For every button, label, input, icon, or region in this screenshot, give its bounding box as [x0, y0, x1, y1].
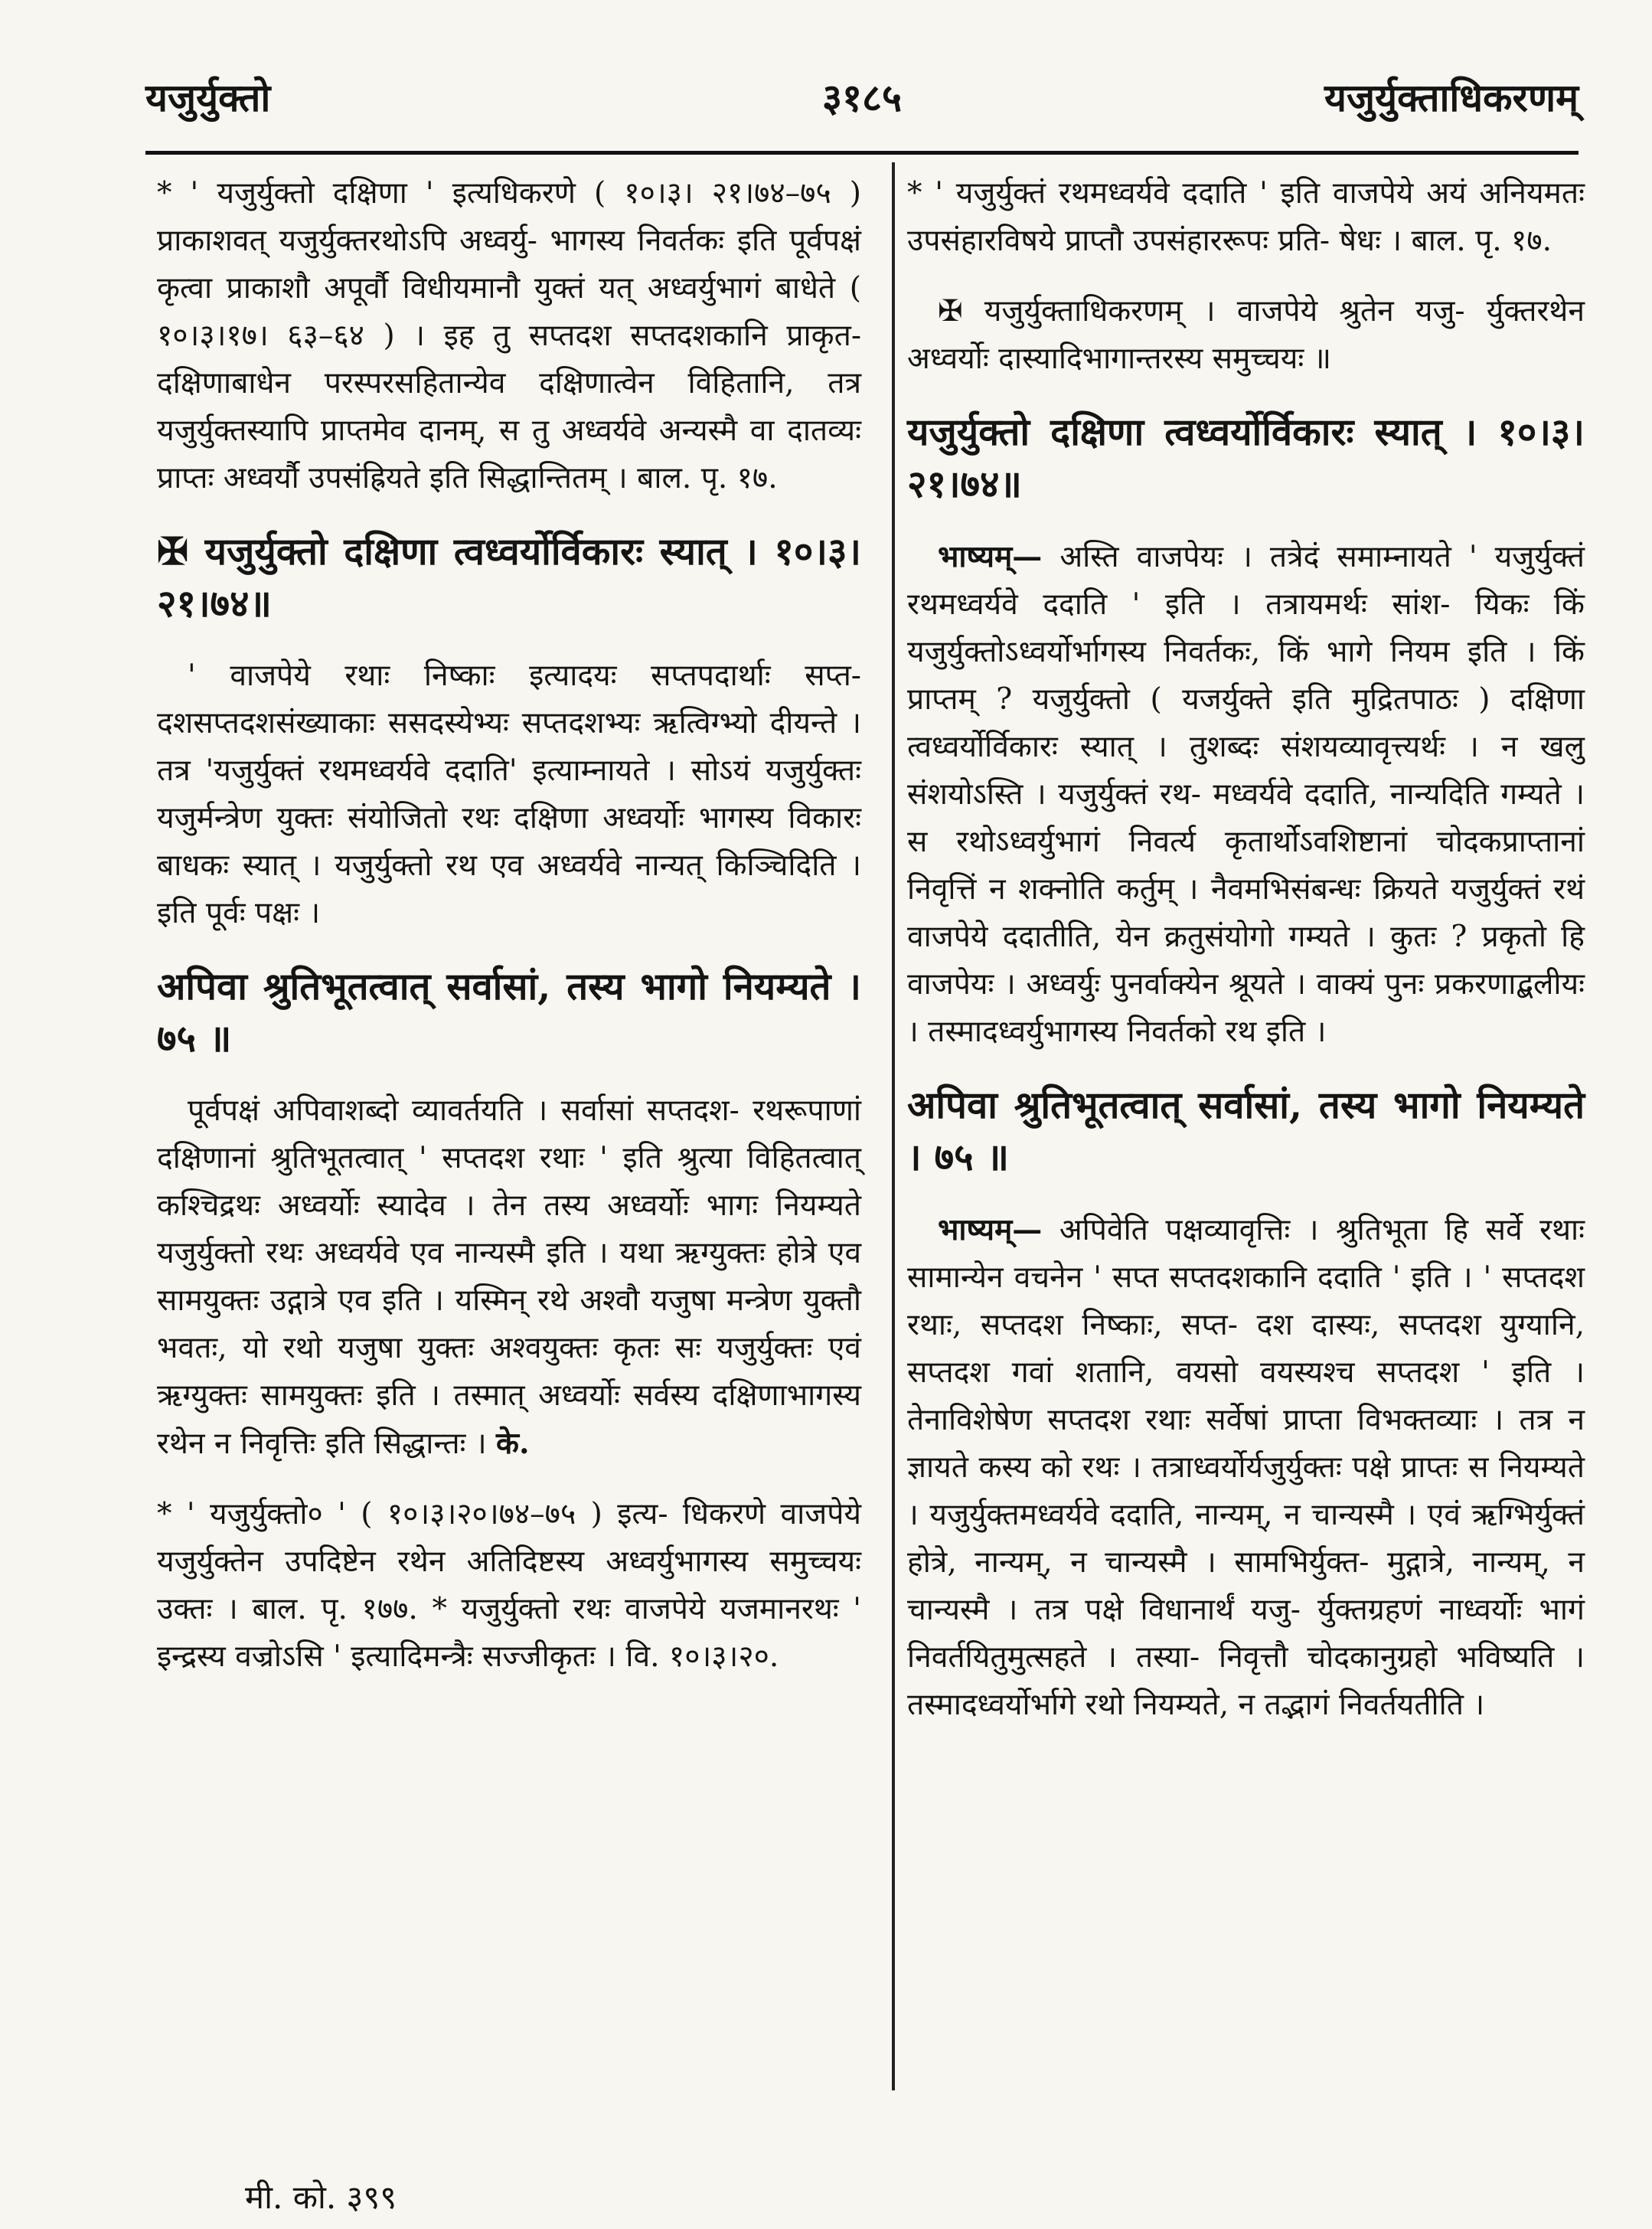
- sutra-75: अपिवा श्रुतिभूतत्वात् सर्वासां, तस्य भागो नियम्यते । ७५ ॥: [157, 964, 861, 1061]
- footnote-1: * ' यजुर्युक्तो दक्षिणा ' इत्यधिकरणे ( १०।३। २१।७४–७५ ) प्राकाशवत् यजुर्युक्तरथोऽपि अध्वर्यु- भागस्य निवर्तकः इति पूर्वपक्षं कृत्वा प्राकाशौ अपूर्वौ विधीयमानौ युक्तं यत् अध्वर्युभागं बाधेते ( १०।३।१७। ६३–६४ ) । इह तु सप्तदश सप्तदशकानि प्राकृत- दक्षिणाबाधेन परस्परसहितान्येव दक्षिणात्वेन विहितानि, तत्र यजुर्युक्तस्यापि प्राप्तमेव दानम्, स तु अध्वर्यवे अन्यस्मै वा दातव्यः प्राप्तः अध्वर्यौ उपसंह्रियते इति सिद्धान्तितम् । बाल. पृ. १७.: [157, 176, 861, 495]
- signature-footer: मी. को. ३९९: [245, 2178, 397, 2216]
- source-marker: के.: [496, 1426, 530, 1461]
- running-head-right: यजुर्युक्ताधिकरणम्: [1324, 75, 1579, 120]
- footnote-2: * ' यजुर्युक्तो० ' ( १०।३।२०।७४–७५ ) इत्य- धिकरणे वाजपेये यजुर्युक्तेन उपदिष्टेन रथेन अतिदिष्टस्य अध्वर्युभागस्य समुच्चयः उक्तः । बाल. पृ. १७७. * यजुर्युक्तो रथः वाजपेये यजमानरथः ' इन्द्रस्य वज्रोऽसि ' इत्यादिमन्त्रैः सज्जीकृतः । वि. १०।३।२०.: [157, 1497, 861, 1674]
- bhashya-text: अपिवेति पक्षव्यावृत्तिः । श्रुतिभूता हि सर्वे रथाः सामान्येन वचनेन ' सप्त सप्तदशकानि ददाति ' इति । ' सप्तदश रथाः, सप्तदश निष्काः, सप्त- दश दास्यः, सप्तदश युग्यानि, सप्तदश गवां शतानि, वयसो वयस्यश्च सप्तदश ' इति । तेनाविशेषेण सप्तदश रथाः सर्वेषां प्राप्ता विभक्तव्याः । तत्र न ज्ञायते कस्य को रथः । तत्राध्वर्योर्यजुर्युक्तः पक्षे प्राप्तः स नियम्यते । यजुर्युक्तमध्वर्यवे ददाति, नान्यम्, न चान्यस्मै । एवं ऋग्भिर्युक्तं होत्रे, नान्यम्, न चान्यस्मै । सामभिर्युक्त- मुद्गात्रे, नान्यम्, न चान्यस्मै । तत्र पक्षे विधानार्थं यजु- र्युक्तग्रहणं नाध्वर्योः भागं निवर्तयितुमुत्सहते । तस्या- निवृत्तौ चोदकानुग्रहो भविष्यति । तस्मादध्वर्योर्भागे रथो नियम्यते, न तद्भागं निवर्तयतीति ।: [907, 1213, 1585, 1722]
- page-number: ३१८५: [822, 75, 902, 120]
- adhikarana-heading: ✠ यजुर्युक्ताधिकरणम् । वाजपेये श्रुतेन यजु- र्युक्तरथेन अध्वर्योः दास्यादिभागान्तरस्य समुच्चयः ॥: [907, 294, 1585, 376]
- bhashya-text: अस्ति वाजपेयः । तत्रेदं समाम्नायते ' यजुर्युक्तं रथमध्वर्यवे ददाति ' इति । तत्रायमर्थः सांश- यिकः किं यजुर्युक्तोऽध्वर्योर्भागस्य निवर्तकः, किं भागे नियम इति । किं प्राप्तम् ? यजुर्युक्तो ( यजर्युक्ते इति मुद्रितपाठः ) दक्षिणा त्वध्वर्योर्विकारः स्यात् । तुशब्दः संशयव्यावृत्त्यर्थः । न खलु संशयोऽस्ति । यजुर्युक्तं रथ- मध्वर्यवे ददाति, नान्यदिति गम्यते । स रथोऽध्वर्युभागं निवर्त्य कृतार्थोऽवशिष्टानां चोदकप्राप्तानां निवृत्तिं न शक्नोति कर्तुम् । नैवमभिसंबन्धः क्रियते यजुर्युक्तं रथं वाजपेये ददातीति, येन क्रतुसंयोगो गम्यते । कुतः ? प्रकृतो हि वाजपेयः । अध्वर्युः पुनर्वाक्येन श्रूयते । वाक्यं पुनः प्रकरणाद्बलीयः । तस्मादध्वर्युभागस्य निवर्तको रथ इति ।: [907, 540, 1585, 1049]
- bhashya-75: [907, 1206, 1585, 1729]
- siddhanta-text: पूर्वपक्षं अपिवाशब्दो व्यावर्तयति । सर्वासां सप्तदश- रथरूपाणां दक्षिणानां श्रुतिभूतत्वात् ' सप्तदश रथाः ' इति श्रुत्या विहितत्वात् कश्चिद्रथः अध्वर्योः स्यादेव । तेन तस्य अध्वर्योः भागः नियम्यते यजुर्युक्तो रथः अध्वर्यवे एव नान्यस्मै इति । यथा ऋग्युक्तः होत्रे एव सामयुक्तः उद्गात्रे एव इति । यस्मिन् रथे अश्वौ यजुषा मन्त्रेण युक्तौ भवतः, यो रथो यजुषा युक्तः अश्वयुक्तः कृतः सः यजुर्युक्तः एवं ऋग्युक्तः सामयुक्तः इति । तस्मात् अध्वर्योः सर्वस्य दक्षिणाभागस्य रथेन न निवृत्तिः इति सिद्धान्तः ।: [157, 1093, 861, 1461]
- bhashya-74: [907, 533, 1585, 1056]
- left-column: [157, 170, 861, 1704]
- sutra-74: ✠ यजुर्युक्तो दक्षिणा त्वध्वर्योर्विकारः स्यात् । १०।३।२१।७४॥: [157, 529, 861, 626]
- sutra-74-right: यजुर्युक्तो दक्षिणा त्वध्वर्योर्विकारः स्यात् । १०।३।२१।७४॥: [907, 410, 1585, 506]
- bhashya-label: भाष्यम्—: [938, 539, 1043, 574]
- running-head-left: यजुर्युक्तो: [145, 75, 271, 120]
- sutra-75-right: अपिवा श्रुतिभूतत्वात् सर्वासां, तस्य भागो नियम्यते । ७५ ॥: [907, 1083, 1585, 1179]
- right-column: [907, 170, 1585, 1752]
- purvapaksha-paragraph: ' वाजपेये रथाः निष्काः इत्यादयः सप्तपदार्थाः सप्त- दशसप्तदशसंख्याकाः ससदस्येभ्यः सप्तदशभ्यः ऋत्विग्भ्यो दीयन्ते । तत्र 'यजुर्युक्तं रथमध्वर्यवे ददाति' इत्याम्नायते । सोऽयं यजुर्युक्तः यजुर्मन्त्रेण युक्तः संयोजितो रथः दक्षिणा अध्वर्योः भागस्य विकारः बाधकः स्यात् । यजुर्युक्तो रथ एव अध्वर्यवे नान्यत् किञ्चिदिति । इति पूर्वः पक्षः ।: [157, 659, 861, 930]
- footnote-3: * ' यजुर्युक्तं रथमध्वर्यवे ददाति ' इति वाजपेये अयं अनियमतः उपसंहारविषये प्राप्तौ उपसंहाररूपः प्रति- षेधः । बाल. पृ. १७.: [907, 176, 1585, 258]
- siddhanta-paragraph: [157, 1087, 861, 1468]
- header-rule: [145, 151, 1579, 155]
- bhashya-label: भाष्यम्—: [938, 1212, 1043, 1247]
- page-header: [145, 70, 1579, 132]
- column-divider: [892, 162, 895, 2090]
